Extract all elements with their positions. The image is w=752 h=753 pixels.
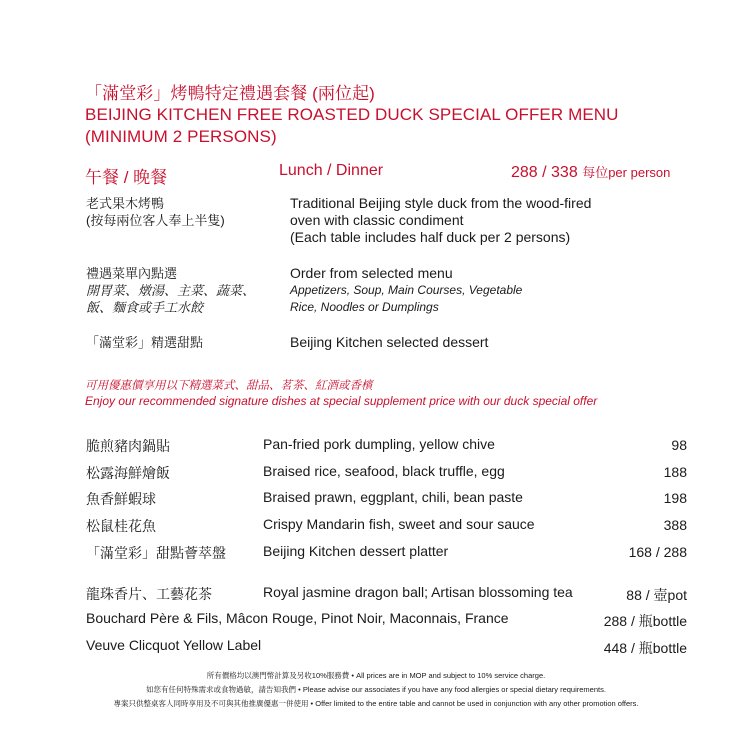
wine-price: 288 / 瓶bottle bbox=[603, 613, 687, 629]
dish-price: 188 bbox=[663, 464, 687, 480]
drink-price: 88 / 壺pot bbox=[626, 587, 687, 603]
set-item-duck-en-line3: (Each table includes half duck per 2 persons) bbox=[290, 229, 571, 245]
supplement-note-chinese: 可用優惠價享用以下精選菜式、甜品、茗茶、紅酒或香檳 bbox=[85, 380, 373, 392]
set-item-duck-zh-line2: (按每兩位客人奉上半隻) bbox=[86, 213, 225, 228]
set-item-duck-en-line1: Traditional Beijing style duck from the wood-fired bbox=[290, 195, 592, 211]
dish-price: 168 / 288 bbox=[628, 544, 687, 560]
set-item-dessert-chinese: 「滿堂彩」精選甜點 bbox=[86, 335, 204, 350]
set-item-selection-en-line3: Rice, Noodles or Dumplings bbox=[290, 300, 439, 314]
set-price-value: 288 / 338 bbox=[511, 164, 578, 181]
title-english-line1: BEIJING KITCHEN FREE ROASTED DUCK SPECIAL OFFER MENU bbox=[85, 105, 619, 124]
set-item-selection-english bbox=[290, 265, 522, 316]
dish-name-english: Crispy Mandarin fish, sweet and sour sauce bbox=[263, 516, 535, 532]
set-item-duck-chinese bbox=[86, 195, 225, 229]
drink-row bbox=[86, 584, 687, 602]
set-item-duck-zh-line1: 老式果木烤鴨 bbox=[86, 196, 165, 211]
dish-name-chinese: 松露海鮮燴飯 bbox=[86, 465, 170, 481]
meal-label-english: Lunch / Dinner bbox=[279, 162, 384, 179]
set-item-dessert-english: Beijing Kitchen selected dessert bbox=[290, 334, 489, 350]
set-item-selection-en-line2: Appetizers, Soup, Main Courses, Vegetable bbox=[290, 283, 523, 297]
dish-row bbox=[86, 516, 687, 534]
set-item-duck-english bbox=[290, 195, 591, 246]
dish-name-english: Braised rice, seafood, black truffle, egg bbox=[263, 463, 505, 479]
set-price bbox=[511, 162, 670, 182]
set-item-selection-zh-line1: 禮遇菜單內點選 bbox=[86, 266, 178, 281]
footer-allergy-note: 如您有任何特殊需求或食物過敏，請告知我們 • Please advise our associates if you have any food allergies or special dietary requirements. bbox=[146, 685, 606, 694]
meal-label-chinese: 午餐 / 晚餐 bbox=[85, 168, 168, 187]
dish-name-chinese: 脆煎豬肉鍋貼 bbox=[86, 438, 170, 454]
footer-service-charge: 所有價格均以澳門幣計算及另收10%服務費 • All prices are in MOP and subject to 10% service charge. bbox=[206, 671, 546, 680]
wine-name: Bouchard Père & Fils, Mâcon Rouge, Pinot Noir, Maconnais, France bbox=[86, 610, 509, 626]
set-item-selection-chinese bbox=[86, 265, 255, 316]
dish-name-english: Pan-fried pork dumpling, yellow chive bbox=[263, 436, 495, 452]
set-item-selection-zh-line2: 開胃菜、燉湯、主菜、蔬菜、 bbox=[86, 283, 256, 298]
footer-offer-terms: 專案只供整桌客人同時享用及不可與其他推廣優惠一併使用 • Offer limited to the entire table and cannot be used in conjunction with any other promotion offers. bbox=[113, 699, 639, 708]
drink-name-english: Royal jasmine dragon ball; Artisan blossoming tea bbox=[263, 584, 573, 600]
price-unit-english: per person bbox=[608, 165, 671, 180]
dish-price: 388 bbox=[663, 517, 687, 533]
supplement-note-english: Enjoy our recommended signature dishes at special supplement price with our duck special offer bbox=[85, 394, 598, 408]
dish-price: 98 bbox=[671, 437, 687, 453]
dish-name-english: Braised prawn, eggplant, chili, bean paste bbox=[263, 489, 523, 505]
dish-name-english: Beijing Kitchen dessert platter bbox=[263, 543, 449, 559]
dish-price: 198 bbox=[663, 490, 687, 506]
set-item-duck-en-line2: oven with classic condiment bbox=[290, 212, 464, 228]
dish-name-chinese: 魚香鮮蝦球 bbox=[86, 491, 156, 507]
set-item-selection-en-line1: Order from selected menu bbox=[290, 265, 453, 281]
set-item-selection-zh-line3: 飯、麵食或手工水餃 bbox=[86, 300, 204, 315]
champagne-name: Veuve Clicquot Yellow Label bbox=[86, 637, 262, 653]
dish-row bbox=[86, 436, 687, 454]
dish-row bbox=[86, 463, 687, 481]
dish-row bbox=[86, 489, 687, 507]
dish-row bbox=[86, 543, 687, 561]
price-unit-chinese: 每位 bbox=[582, 165, 609, 180]
title-chinese: 「滿堂彩」烤鴨特定禮遇套餐 (兩位起) bbox=[85, 84, 375, 103]
title-english-line2: (MINIMUM 2 PERSONS) bbox=[85, 127, 277, 146]
dish-name-chinese: 「滿堂彩」甜點薈萃盤 bbox=[86, 545, 226, 561]
dish-name-chinese: 松鼠桂花魚 bbox=[86, 518, 156, 534]
drink-name-chinese: 龍珠香片、工藝花茶 bbox=[86, 586, 212, 602]
champagne-price: 448 / 瓶bottle bbox=[603, 640, 687, 656]
